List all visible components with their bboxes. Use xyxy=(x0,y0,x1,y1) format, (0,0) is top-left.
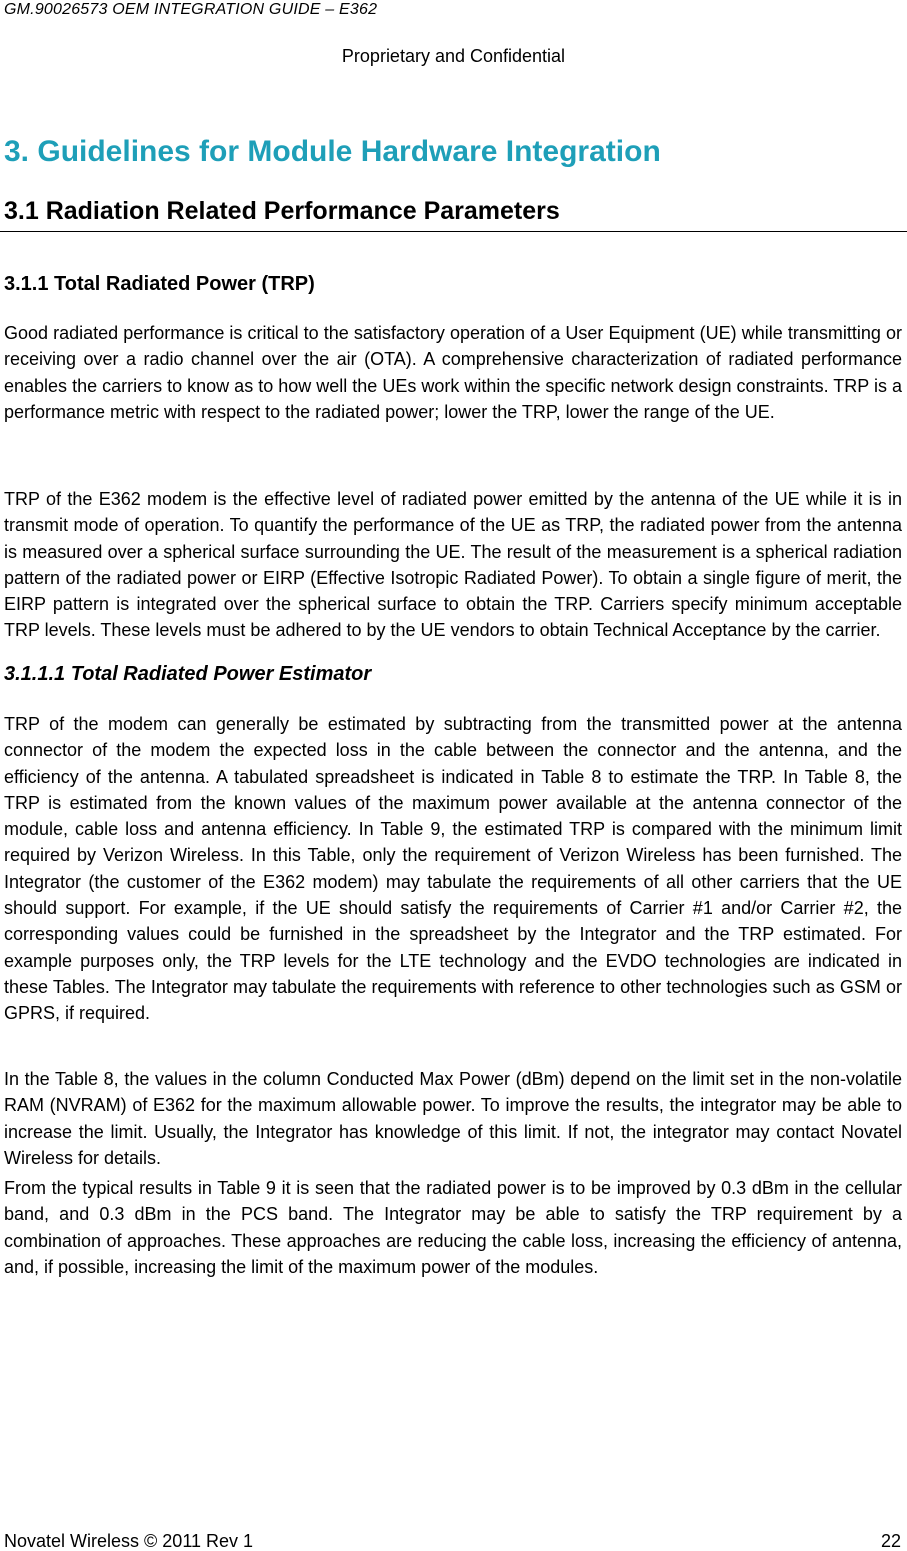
page-number: 22 xyxy=(880,1531,901,1551)
chapter-title: 3. Guidelines for Module Hardware Integration xyxy=(4,135,661,168)
document-id-header: GM.90026573 OEM INTEGRATION GUIDE – E362 xyxy=(4,1,378,18)
section-divider xyxy=(0,231,907,232)
confidentiality-header: Proprietary and Confidential xyxy=(341,46,566,66)
footer-copyright: Novatel Wireless © 2011 Rev 1 xyxy=(4,1531,254,1551)
paragraph-trp-intro: Good radiated performance is critical to the satisfactory operation of a User Equipment (UE) while transmitting or receiving over a radio channel over the air (OTA). A comprehensive characterization of radiated performance enables the carriers to know as to how well the UEs work within the specific network design constraints. TRP is a performance metric with respect to the radiated power; lower the TRP, lower the range of the UE. xyxy=(4,323,902,422)
subsubsection-title: 3.1.1.1 Total Radiated Power Estimator xyxy=(4,663,372,685)
paragraph-trp-estimation: TRP of the modem can generally be estimated by subtracting from the transmitted power at the antenna connector of the modem the expected loss in the cable between the connector and the antenna, and the efficiency of the antenna. A tabulated spreadsheet is indicated in Table 8 to estimate the TRP. In Table 8, the TRP is estimated from the known values of the maximum power available at the antenna connector of the module, cable loss and antenna efficiency. In Table 9, the estimated TRP is compared with the minimum limit required by Verizon Wireless. In this Table, only the requirement of Verizon Wireless has been furnished. The Integrator (the customer of the E362 modem) may tabulate the requirements of all other carriers that the UE should support. For example, if the UE should satisfy the requirements of Carrier #1 and/or Carrier #2, the corresponding values could be furnished in the spreadsheet by the Integrator and the TRP estimated. For example purposes only, the TRP levels for the LTE technology and the EVDO technologies are indicated in these Tables. The Integrator may tabulate the requirements with reference to other technologies such as GSM or GPRS, if required. xyxy=(4,714,902,1024)
paragraph-conducted-max-power: In the Table 8, the values in the column Conducted Max Power (dBm) depend on the limit set in the non-volatile RAM (NVRAM) of E362 for the maximum allowable power. To improve the results, the integrator may be able to increase the limit. Usually, the Integrator has knowledge of this limit. If not, the integrator may contact Novatel Wireless for details. xyxy=(4,1069,902,1168)
section-title: 3.1 Radiation Related Performance Parameters xyxy=(4,197,560,225)
paragraph-typical-results: From the typical results in Table 9 it is seen that the radiated power is to be improved by 0.3 dBm in the cellular band, and 0.3 dBm in the PCS band. The Integrator may be able to satisfy the TRP requirement by a combination of approaches. These approaches are reducing the cable loss, increasing the efficiency of antenna, and, if possible, increasing the limit of the maximum power of the modules. xyxy=(4,1178,902,1277)
subsection-title: 3.1.1 Total Radiated Power (TRP) xyxy=(4,273,315,295)
paragraph-trp-definition: TRP of the E362 modem is the effective level of radiated power emitted by the antenna of the UE while it is in transmit mode of operation. To quantify the performance of the UE as TRP, the radiated power from the antenna is measured over a spherical surface surrounding the UE. The result of the measurement is a spherical radiation pattern of the radiated power or EIRP (Effective Isotropic Radiated Power). To obtain a single figure of merit, the EIRP pattern is integrated over the spherical surface to obtain the TRP. Carriers specify minimum acceptable TRP levels. These levels must be adhered to by the UE vendors to obtain Technical Acceptance by the carrier. xyxy=(4,489,902,641)
